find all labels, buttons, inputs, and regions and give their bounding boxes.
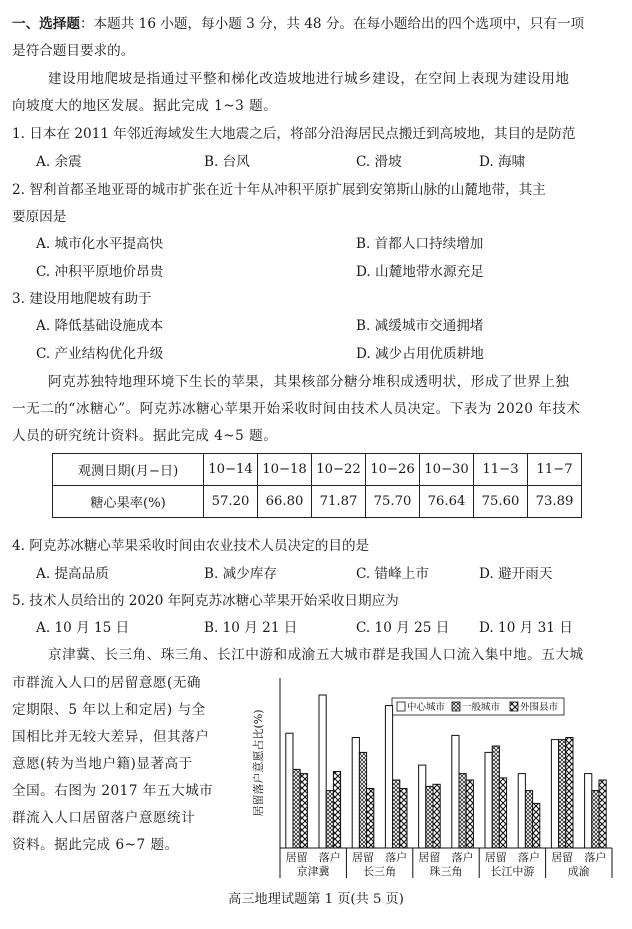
chart-legend-swatch	[510, 702, 518, 711]
sugar-core-table	[52, 453, 582, 518]
chart-bar	[293, 769, 300, 848]
q3-option-b: B. 减缓城市交通拥堵	[356, 318, 484, 334]
passage3-line5: 意愿(转为当地户籍)显著高于	[12, 756, 193, 772]
table-cell-date: 11−7	[528, 454, 582, 486]
passage2-line2: 一无二的“冰糖心”。阿克苏冰糖心苹果开始采收时间由技术人员决定。下表为 2020 年技术	[12, 401, 581, 417]
chart-bar	[585, 774, 592, 848]
section-header	[12, 14, 584, 34]
q1-option-b: B. 台风	[204, 154, 250, 170]
q4-stem: 4. 阿克苏冰糖心苹果采收时间由农业技术人员决定的目的是	[12, 538, 370, 554]
chart-group-label: 珠三角	[429, 865, 463, 878]
table-cell-date: 10−26	[366, 454, 420, 486]
chart-bar	[300, 774, 307, 848]
q1-option-c: C. 滑坡	[356, 154, 402, 170]
q5-option-b: B. 10 月 21 日	[204, 620, 298, 636]
passage2-line1: 阿克苏独特地理环境下生长的苹果，其果核部分糖分堆积成透明状，形成了世界上独	[48, 374, 570, 390]
chart-bar	[333, 772, 340, 849]
table-row-rates	[53, 486, 582, 518]
table-cell-date: 10−18	[258, 454, 312, 486]
passage3-line4: 国相比并无较大差异，但其落户	[12, 729, 210, 745]
q4-option-b: B. 减少库存	[204, 566, 278, 582]
chart-legend-label: 外围县市	[520, 702, 559, 713]
chart-bar	[433, 784, 440, 848]
table-cell-date: 10−30	[420, 454, 474, 486]
q2-option-b: B. 首都人口持续增加	[356, 236, 484, 252]
q1-option-d: D. 海啸	[479, 154, 526, 170]
chart-group-label: 成渝	[567, 865, 590, 878]
chart-bar	[566, 738, 573, 849]
passage1-line1: 建设用地爬坡是指通过平整和梯化改造坡地进行城乡建设，在空间上表现为建设用地	[48, 71, 570, 87]
chart-x-tick-label: 居留	[484, 851, 507, 864]
section-title: 一、选择题	[12, 16, 80, 32]
passage3-line3: 定期限、5 年以上和定居) 与全	[12, 702, 206, 718]
table-cell-date: 11−3	[474, 454, 528, 486]
q2-option-d: D. 山麓地带水源充足	[356, 264, 484, 280]
chart-bar	[592, 791, 599, 848]
chart-bar	[419, 765, 426, 848]
chart-group-label: 长江中游	[490, 865, 535, 878]
chart-bar	[367, 789, 374, 849]
passage2-line3: 人员的研究统计资料。据此完成 4~5 题。	[12, 428, 278, 444]
chart-legend-label: 中心城市	[407, 702, 446, 713]
q5-option-c: C. 10 月 25 日	[356, 620, 450, 636]
passage3-line2: 市群流入人口的居留意愿(无确	[12, 675, 202, 691]
q3-option-d: D. 减少占用优质耕地	[356, 346, 484, 362]
chart-bar	[559, 740, 566, 848]
table-cell-date: 10−14	[204, 454, 258, 486]
table-header-date: 观测日期(月−日)	[53, 454, 204, 486]
chart-legend-swatch	[397, 702, 405, 711]
chart-x-tick-label: 居留	[418, 851, 441, 864]
section-intro: ：本题共 16 小题，每小题 3 分，共 48 分。在每小题给出的四个选项中，只有一项	[79, 16, 585, 32]
q1-stem: 1. 日本在 2011 年邻近海域发生大地震之后，将部分沿海居民点搬迁到高坡地，其目的是防范	[12, 126, 576, 142]
settlement-willingness-chart	[242, 668, 622, 883]
q4-option-c: C. 错峰上市	[356, 566, 429, 582]
chart-x-tick-label: 居留	[352, 851, 374, 864]
chart-bar	[452, 735, 459, 848]
chart-x-tick-label: 落户	[385, 851, 408, 864]
chart-x-tick-label: 落户	[584, 851, 607, 864]
chart-bar	[385, 706, 392, 848]
q5-stem: 5. 技术人员给出的 2020 年阿克苏冰糖心苹果开始采收日期应为	[12, 593, 399, 609]
q2-stem-2: 要原因是	[12, 209, 67, 225]
table-cell-rate: 73.89	[528, 486, 582, 518]
chart-bar	[426, 786, 433, 848]
table-row-dates	[53, 454, 582, 486]
table-cell-rate: 75.70	[366, 486, 420, 518]
chart-legend-label: 一般城市	[462, 702, 501, 713]
q2-stem-1: 2. 智利首都圣地亚哥的城市扩张在近十年从冲积平原扩展到安第斯山脉的山麓地带，其主	[12, 182, 546, 198]
table-header-rate: 糖心果率(%)	[53, 486, 204, 518]
passage3-line6: 全国。右图为 2017 年五大城市	[12, 783, 214, 799]
chart-x-tick-label: 落户	[451, 851, 474, 864]
table-cell-date: 10−22	[312, 454, 366, 486]
chart-y-axis-label: 居留落户意愿占比(%)	[252, 709, 265, 817]
passage1-line2: 向坡度大的地区发展。据此完成 1~3 题。	[12, 98, 278, 114]
q4-option-a: A. 提高品质	[36, 566, 109, 582]
q5-option-a: A. 10 月 15 日	[36, 620, 130, 636]
chart-bar	[393, 780, 400, 848]
page-footer: 高三地理试题第 1 页(共 5 页)	[228, 892, 404, 907]
chart-bar	[352, 738, 359, 849]
q5-option-d: D. 10 月 31 日	[479, 620, 573, 636]
table-cell-rate: 76.64	[420, 486, 474, 518]
chart-group-label: 京津冀	[296, 865, 330, 878]
chart-bar	[599, 780, 606, 848]
q3-option-a: A. 降低基础设施成本	[36, 318, 164, 334]
table-cell-rate: 71.87	[312, 486, 366, 518]
chart-legend-swatch	[452, 702, 460, 711]
q3-stem: 3. 建设用地爬坡有助于	[12, 291, 152, 307]
chart-bar	[359, 752, 366, 848]
chart-bar	[466, 780, 473, 848]
chart-x-tick-label: 居留	[285, 851, 308, 864]
table-cell-rate: 75.60	[474, 486, 528, 518]
passage3-line8: 资料。据此完成 6~7 题。	[12, 837, 179, 853]
chart-bar	[319, 695, 326, 848]
section-intro-2: 是符合题目要求的。	[12, 43, 135, 59]
chart-bar	[459, 774, 466, 848]
q1-option-a: A. 余震	[36, 154, 82, 170]
passage3-line7: 群流入人口居留落户意愿统计	[12, 810, 196, 826]
q2-option-a: A. 城市化水平提高快	[36, 236, 164, 252]
table-cell-rate: 66.80	[258, 486, 312, 518]
chart-bar	[518, 774, 525, 848]
table-cell-rate: 57.20	[204, 486, 258, 518]
q3-option-c: C. 产业结构优化升级	[36, 346, 164, 362]
chart-bar	[485, 752, 492, 848]
chart-bar	[492, 746, 499, 848]
q2-option-c: C. 冲积平原地价昂贵	[36, 264, 164, 280]
chart-bar	[525, 791, 532, 848]
chart-bar	[400, 789, 407, 849]
chart-bar	[533, 803, 540, 848]
chart-bar	[551, 740, 558, 848]
chart-group-label: 长三角	[363, 865, 397, 878]
chart-x-tick-label: 落户	[518, 851, 540, 864]
chart-x-tick-label: 居留	[551, 851, 574, 864]
chart-bar	[499, 778, 506, 848]
chart-bar	[326, 791, 333, 848]
q4-option-d: D. 避开雨天	[479, 566, 553, 582]
chart-bar	[286, 733, 293, 848]
passage3-line1: 京津冀、长三角、珠三角、长江中游和成渝五大城市群是我国人口流入集中地。五大城	[48, 647, 584, 663]
chart-x-tick-label: 落户	[318, 851, 341, 864]
